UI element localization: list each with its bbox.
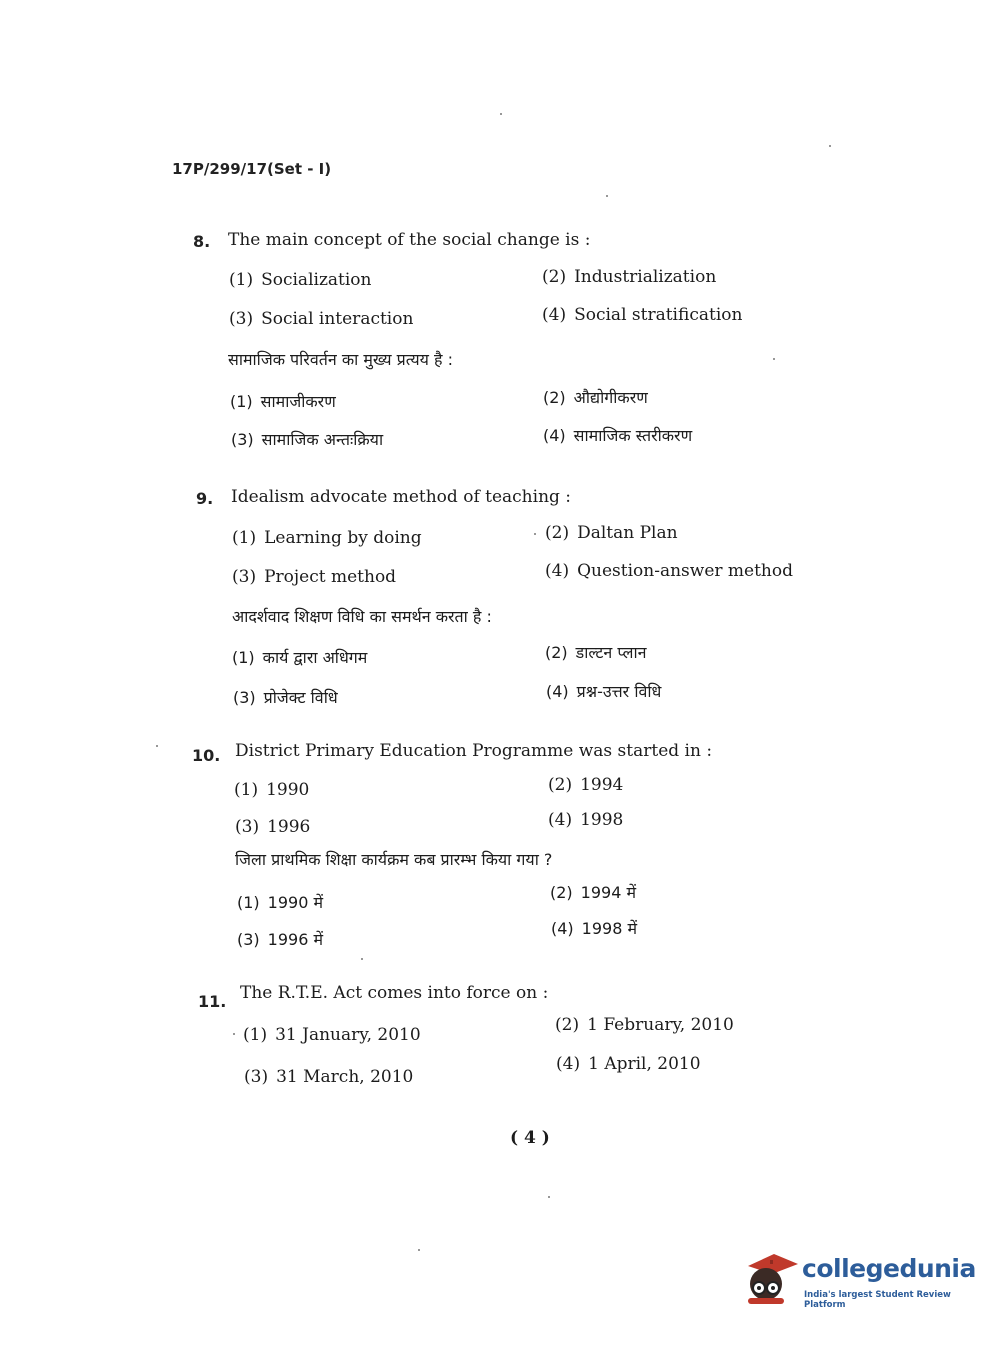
question-text-en: The R.T.E. Act comes into force on : [240,983,549,1003]
option-3-en: (3) Project method [232,567,397,587]
option-4-hi: (4) सामाजिक स्तरीकरण [543,426,693,445]
scan-speck [233,1033,235,1035]
option-1-hi: (1) सामाजीकरण [230,392,336,411]
option-3-en: (3) 1996 [235,817,311,837]
question-number: 8. [193,232,211,251]
option-4-hi: (4) 1998 में [551,919,638,938]
brand-tagline: India's largest Student Review Platform [804,1290,951,1310]
scan-speck [829,145,831,147]
mascot-icon [742,1250,800,1308]
option-2-hi: (2) 1994 में [550,883,637,902]
option-4-hi: (4) प्रश्न-उत्तर विधि [546,682,662,701]
scan-speck [606,195,608,197]
scan-speck [548,1196,550,1198]
question-text-hi: आदर्शवाद शिक्षण विधि का समर्थन करता है : [232,607,492,626]
option-2-hi: (2) डाल्टन प्लान [545,643,647,662]
question-text-en: The main concept of the social change is : [228,230,591,250]
option-4-en: (4) 1998 [548,810,624,830]
collegedunia-logo [742,1248,976,1318]
scan-speck [773,358,775,360]
option-1-hi: (1) 1990 में [237,893,324,912]
option-3-en: (3) Social interaction [229,309,414,329]
option-1-en: (1) 1990 [234,780,310,800]
scan-speck [534,533,536,535]
option-1-en: (1) 31 January, 2010 [243,1025,421,1045]
option-4-en: (4) 1 April, 2010 [556,1054,701,1074]
question-number: 9. [196,489,214,508]
option-1-hi: (1) कार्य द्वारा अधिगम [232,648,368,667]
option-2-en: (2) Industrialization [542,267,717,287]
option-2-en: (2) 1994 [548,775,624,795]
scan-speck [156,745,158,747]
page-number: ( 4 ) [510,1128,550,1148]
option-3-hi: (3) सामाजिक अन्तःक्रिया [231,430,384,449]
option-4-en: (4) Question-answer method [545,561,793,581]
brand-name: collegedunia [802,1254,976,1283]
question-text-hi: जिला प्राथमिक शिक्षा कार्यक्रम कब प्रारम्भ किया गया ? [235,850,553,869]
question-number: 10. [192,746,221,765]
option-4-en: (4) Social stratification [542,305,743,325]
question-text-hi: सामाजिक परिवर्तन का मुख्य प्रत्यय है : [228,350,453,369]
scan-speck [418,1249,420,1251]
option-2-en: (2) Daltan Plan [545,523,678,543]
question-text-en: District Primary Education Programme was started in : [235,741,713,761]
paper-code: 17P/299/17(Set - I) [172,160,332,178]
option-3-hi: (3) प्रोजेक्ट विधि [233,688,338,707]
option-1-en: (1) Learning by doing [232,528,422,548]
option-2-en: (2) 1 February, 2010 [555,1015,734,1035]
option-2-hi: (2) औद्योगीकरण [543,388,648,407]
option-1-en: (1) Socialization [229,270,372,290]
option-3-hi: (3) 1996 में [237,930,324,949]
question-number: 11. [198,992,227,1011]
scan-speck [361,958,363,960]
question-text-en: Idealism advocate method of teaching : [231,487,572,507]
scan-speck [500,113,502,115]
option-3-en: (3) 31 March, 2010 [244,1067,414,1087]
